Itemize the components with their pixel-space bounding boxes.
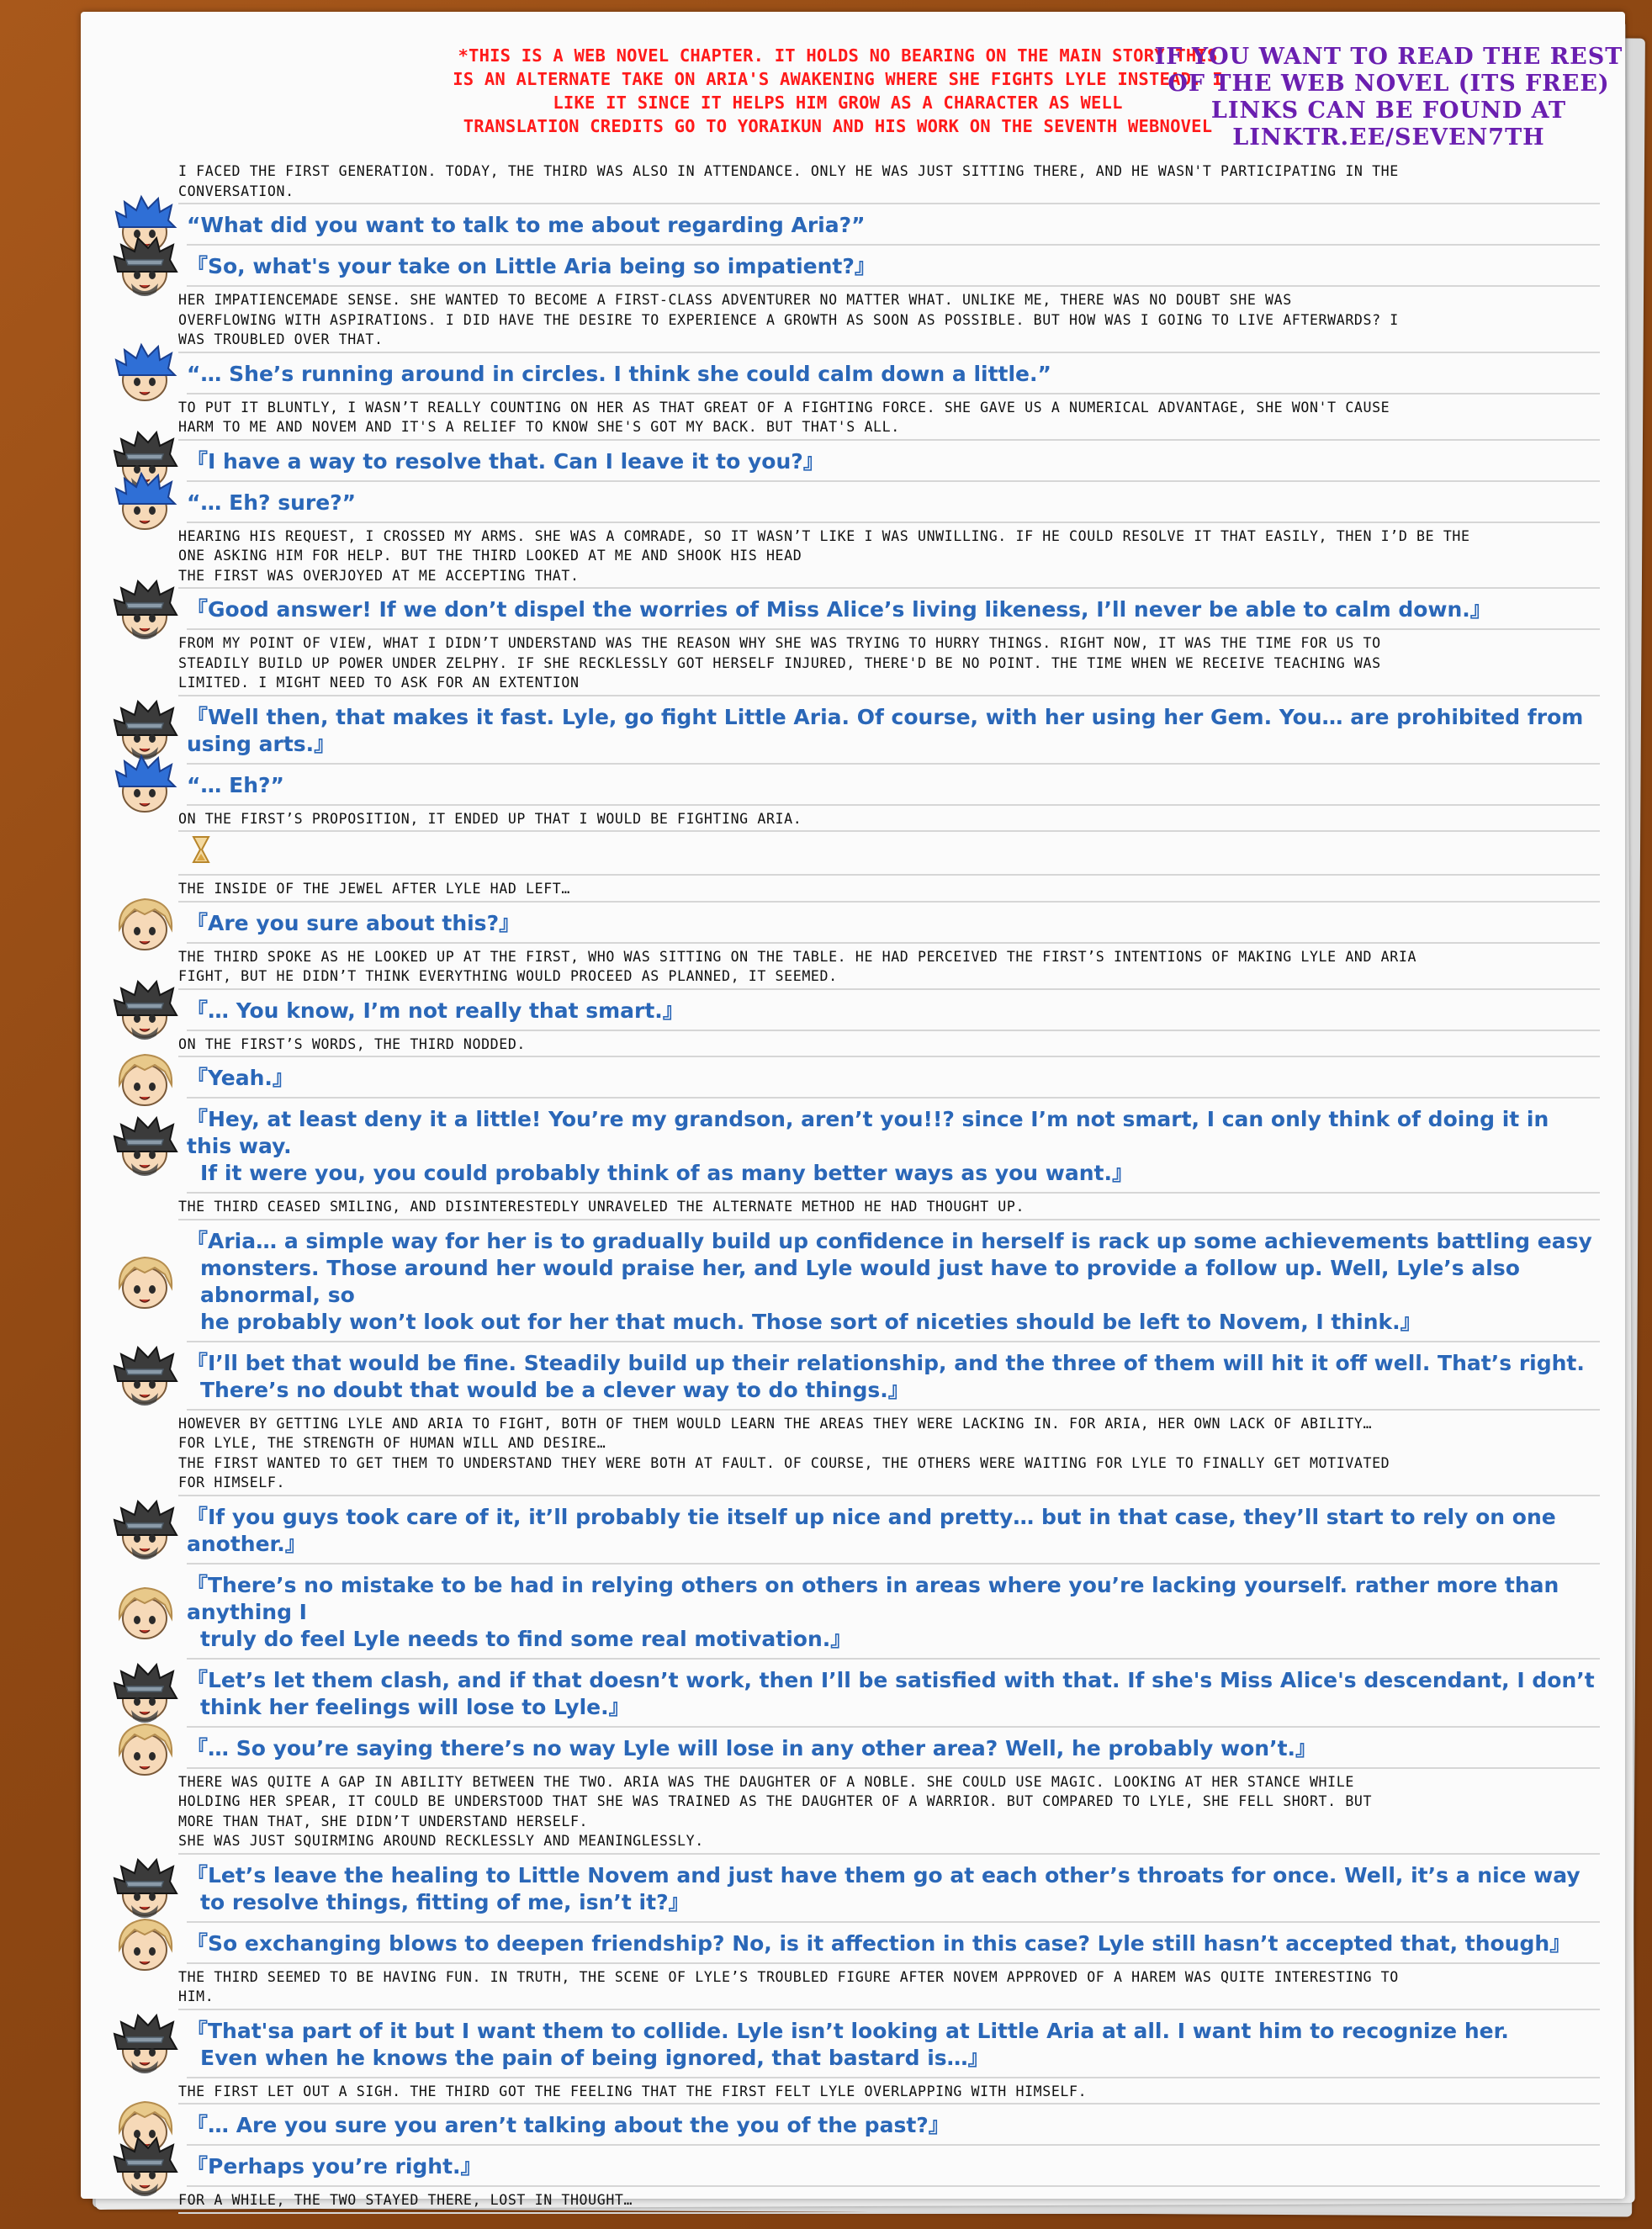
dialogue-row <box>81 1565 1625 1660</box>
dialogue-text <box>187 990 1600 1031</box>
note-line: IS AN ALTERNATE TAKE ON ARIA'S AWAKENING WHERE SHE FIGHTS LYLE INSTEAD. I <box>453 69 1223 89</box>
hourglass-icon <box>192 835 210 867</box>
text-line: 『… So you’re saying there’s no way Lyle will lose in any other area? Well, he probably won’t.』 <box>187 1735 1317 1760</box>
third-avatar <box>113 1249 177 1313</box>
first-avatar <box>113 2012 177 2076</box>
dialogue-row <box>81 1220 1625 1342</box>
dialogue-row <box>81 696 1625 765</box>
narration-row <box>81 2078 1625 2105</box>
note-line: *THIS IS A WEB NOVEL CHAPTER. IT HOLDS NO BEARING ON THE MAIN STORY THIS <box>458 45 1218 66</box>
narration-text <box>178 1194 1600 1220</box>
text-line: THE THIRD SPOKE AS HE LOOKED UP AT THE FIRST, WHO WAS SITTING ON THE TABLE. HE HAD PERCEIVED THE FIRST’S INTENTIONS OF MAKING LYLE AND ARIA <box>178 948 1417 965</box>
text-line: ONE ASKING HIM FOR HELP. BUT THE THIRD LOOKED AT ME AND SHOOK HIS HEAD <box>178 548 802 564</box>
narration-text <box>178 944 1600 990</box>
dialogue-row <box>81 1496 1625 1565</box>
text-line: I FACED THE FIRST GENERATION. TODAY, THE THIRD WAS ALSO IN ATTENDANCE. ONLY HE WAS JUST SITTING THERE, AND HE WASN'T PARTICIPATING IN THE <box>178 163 1399 179</box>
dialogue-text <box>187 1565 1600 1660</box>
text-line: 『Aria… a simple way for her is to gradually build up confidence in herself is rack up some achievements battling easy <box>187 1228 1592 1253</box>
text-line: SHE WAS JUST SQUIRMING AROUND RECKLESSLY AND MEANINGLESSLY. <box>178 1833 704 1849</box>
dialogue-row <box>81 990 1625 1031</box>
dialogue-row <box>81 765 1625 806</box>
text-line: 『Hey, at least deny it a little! You’re my grandson, aren’t you!!? since I’m not smart, I can only think of doing it in this way. <box>187 1107 1549 1158</box>
text-line: HOWEVER BY GETTING LYLE AND ARIA TO FIGHT, BOTH OF THEM WOULD LEARN THE AREAS THEY WERE LACKING IN. FOR ARIA, HER OWN LACK OF ABILITY… <box>178 1415 1373 1432</box>
dialogue-row <box>81 903 1625 944</box>
dialogue-text <box>187 2010 1600 2078</box>
text-line: FROM MY POINT OF VIEW, WHAT I DIDN’T UNDERSTAND WAS THE REASON WHY SHE WAS TRYING TO HURRY THINGS. RIGHT NOW, IT WAS THE TIME FOR US TO <box>178 635 1381 651</box>
promo-line: OF THE WEB NOVEL (ITS FREE) <box>1168 71 1610 97</box>
narration-row <box>81 1031 1625 1058</box>
text-line: 『There’s no mistake to be had in relying others on others in areas where you’re lacking yourself. rather more than anything I <box>187 1572 1559 1624</box>
text-line: THE FIRST WANTED TO GET THEM TO UNDERSTAND THEY WERE BOTH AT FAULT. OF COURSE, THE OTHERS WERE WAITING FOR LYLE TO FINALLY GET MOTIVATED <box>178 1454 1390 1471</box>
text-line: THE THIRD SEEMED TO BE HAVING FUN. IN TRUTH, THE SCENE OF LYLE’S TROUBLED FIGURE AFTER NOVEM APPROVED OF A HAREM WAS QUITE INTERESTING TO <box>178 1968 1399 1985</box>
narration-text <box>178 806 1600 833</box>
text-line: HARM TO ME AND NOVEM AND IT'S A RELIEF TO KNOW SHE'S GOT MY BACK. BUT THAT'S ALL. <box>178 419 900 435</box>
first-avatar <box>113 1344 177 1408</box>
dialogue-text <box>187 482 1600 523</box>
text-line: 『I have a way to resolve that. Can I leave it to you?』 <box>187 448 824 474</box>
dialogue-text <box>187 696 1600 765</box>
text-line: 『So, what's your take on Little Aria being so impatient?』 <box>187 254 876 278</box>
text-line: “What did you want to talk to me about regarding Aria?” <box>187 213 866 237</box>
dialogue-row <box>81 1728 1625 1769</box>
narration-text <box>178 1769 1600 1855</box>
text-line: “… She’s running around in circles. I think she could calm down a little.” <box>187 361 1051 386</box>
promo-link[interactable]: LINKTR.EE/SEVEN7TH <box>1232 124 1545 151</box>
narration-row <box>81 1964 1625 2010</box>
dialogue-row <box>81 1923 1625 1964</box>
text-line: 『… Are you sure you aren’t talking about the you of the past?』 <box>187 2113 950 2137</box>
note-line: TRANSLATION CREDITS GO TO YORAIKUN AND HIS WORK ON THE SEVENTH WEBNOVEL <box>463 116 1213 136</box>
dialogue-row <box>81 2146 1625 2187</box>
narration-text <box>178 1964 1600 2010</box>
dialogue-text <box>187 1099 1600 1194</box>
dialogue-text <box>187 1660 1600 1728</box>
narration-text <box>178 630 1600 696</box>
dialogue-text <box>187 1496 1600 1565</box>
narration-text <box>178 523 1600 590</box>
narration-row <box>81 1411 1625 1496</box>
dialogue-row <box>81 1099 1625 1194</box>
narration-text <box>178 876 1600 903</box>
dialogue-row <box>81 1057 1625 1099</box>
dialogue-row <box>81 1342 1625 1411</box>
narration-row <box>81 1769 1625 1855</box>
narration-text <box>178 1411 1600 1496</box>
narration-row <box>81 2187 1625 2214</box>
narration-text <box>178 2187 1600 2214</box>
text-line: OVERFLOWING WITH ASPIRATIONS. I DID HAVE THE DESIRE TO EXPERIENCE A GROWTH AS SOON AS POSSIBLE. BUT HOW WAS I GOING TO LIVE AFTERWARDS? I <box>178 311 1399 328</box>
text-line: 『… You know, I’m not really that smart.』 <box>187 998 684 1023</box>
dialogue-row <box>81 2010 1625 2078</box>
dialogue-text <box>187 2146 1600 2187</box>
dialogue-text <box>187 589 1600 630</box>
text-line: Even when he knows the pain of being ignored, that bastard is…』 <box>200 2045 989 2070</box>
text-line: If it were you, you could probably think of as many better ways as you want.』 <box>200 1161 1134 1185</box>
text-line: FOR LYLE, THE STRENGTH OF HUMAN WILL AND DESIRE… <box>178 1435 606 1451</box>
text-line: 『Are you sure about this?』 <box>187 910 521 935</box>
promo-line: LINKS CAN BE FOUND AT <box>1210 98 1567 124</box>
text-line: 『So exchanging blows to deepen friendship? No, is it affection in this case? Lyle still hasn’t accepted that, though』 <box>187 1930 1571 1956</box>
dialogue-row <box>81 1855 1625 1923</box>
promo-line: IF YOU WANT TO READ THE REST <box>1154 44 1623 70</box>
text-line: 『Perhaps you’re right.』 <box>187 2154 482 2179</box>
narration-row <box>81 158 1625 204</box>
text-line: 『Good answer! If we don’t dispel the worries of Miss Alice’s living likeness, I’ll never be able to calm down.』 <box>187 597 1491 622</box>
text-line: think her feelings will lose to Lyle.』 <box>200 1694 630 1719</box>
text-line: STEADILY BUILD UP POWER UNDER ZELPHY. IF SHE RECKLESSLY GOT HERSELF INJURED, THERE'D BE NO POINT. THE TIME WHEN WE RECEIVE TEACHING WAS <box>178 654 1381 671</box>
dialogue-text <box>187 1923 1600 1964</box>
dialogue-text <box>187 441 1600 482</box>
dialogue-text <box>187 1855 1600 1923</box>
text-line: CONVERSATION. <box>178 183 294 199</box>
first-avatar <box>113 1498 177 1562</box>
dialogue-row <box>81 204 1625 246</box>
narration-text <box>178 287 1600 353</box>
text-line: monsters. Those around her would praise her, and Lyle would just have to provide a follow up. Well, Lyle’s also abnormal, so <box>200 1255 1520 1307</box>
narration-row <box>81 287 1625 353</box>
dialogue-text <box>187 1728 1600 1769</box>
text-line: ON THE FIRST’S PROPOSITION, IT ENDED UP THAT I WOULD BE FIGHTING ARIA. <box>178 810 802 827</box>
text-line: HER IMPATIENCEMADE SENSE. SHE WANTED TO BECOME A FIRST-CLASS ADVENTURER NO MATTER WHAT. UNLIKE ME, THERE WAS NO DOUBT SHE WAS <box>178 292 1292 308</box>
dialogue-row <box>81 482 1625 523</box>
text-line: FOR HIMSELF. <box>178 1475 286 1490</box>
text-line: 『Let’s let them clash, and if that doesn’t work, then I’ll be satisfied with that. If she's Miss Alice's descendant, I don’t <box>187 1667 1595 1692</box>
third-avatar <box>113 1580 177 1644</box>
web-novel-promo <box>1149 44 1628 151</box>
dialogue-text <box>187 246 1600 287</box>
text-line: There’s no doubt that would be a clever way to do things.』 <box>200 1377 909 1402</box>
narration-text <box>178 1031 1600 1058</box>
dialogue-text <box>187 1342 1600 1411</box>
text-line: “… Eh?” <box>187 772 284 797</box>
text-line: THE FIRST WAS OVERJOYED AT ME ACCEPTING THAT. <box>178 567 580 584</box>
text-line: 『Let’s leave the healing to Little Novem and just have them go at each other’s throats for once. Well, it’s a nice way <box>187 1862 1581 1888</box>
narration-row <box>81 630 1625 696</box>
narration-row <box>81 876 1625 903</box>
narration-text <box>178 158 1600 204</box>
text-line: LIMITED. I MIGHT NEED TO ASK FOR AN EXTENTION <box>178 675 580 691</box>
text-line: FOR A WHILE, THE TWO STAYED THERE, LOST IN THOUGHT… <box>178 2192 633 2208</box>
text-line: TO PUT IT BLUNTLY, I WASN’T REALLY COUNTING ON HER AS THAT GREAT OF A FIGHTING FORCE. SHE GAVE US A NUMERICAL ADVANTAGE, SHE WON'T CAUSE <box>178 399 1390 416</box>
text-line: MORE THAN THAT, SHE DIDN’T UNDERSTAND HERSELF. <box>178 1813 589 1829</box>
text-line: 『I’ll bet that would be fine. Steadily build up their relationship, and the three of them will hit it off well. That’s right. <box>187 1350 1585 1375</box>
scene-break <box>178 832 1600 876</box>
dialogue-row <box>81 2105 1625 2146</box>
dialogue-row <box>81 353 1625 394</box>
text-line: truly do feel Lyle needs to find some real motivation.』 <box>200 1626 852 1651</box>
dialogue-text <box>187 1057 1600 1099</box>
dialogue-row <box>81 589 1625 630</box>
narration-text <box>178 394 1600 441</box>
text-line: WAS TROUBLED OVER THAT. <box>178 331 384 347</box>
text-line: 『Yeah.』 <box>187 1066 294 1090</box>
chapter-text <box>81 158 1625 2214</box>
narration-row <box>81 806 1625 833</box>
narration-text <box>178 2078 1600 2105</box>
narration-row <box>81 523 1625 590</box>
dialogue-text <box>187 903 1600 944</box>
dialogue-row <box>81 441 1625 482</box>
text-line: he probably won’t look out for her that much. Those sort of niceties should be left to Novem, I think.』 <box>200 1309 1422 1334</box>
text-line: THE THIRD CEASED SMILING, AND DISINTERESTEDLY UNRAVELED THE ALTERNATE METHOD HE HAD THOUGHT UP. <box>178 1199 1025 1215</box>
book-page <box>81 12 1625 2208</box>
narration-row <box>81 394 1625 441</box>
text-line: THERE WAS QUITE A GAP IN ABILITY BETWEEN THE TWO. ARIA WAS THE DAUGHTER OF A NOBLE. SHE COULD USE MAGIC. LOOKING AT HER STANCE WHILE <box>178 1773 1354 1790</box>
text-line: HIM. <box>178 1988 214 2004</box>
translator-note <box>417 44 1258 138</box>
narration-row <box>81 1194 1625 1220</box>
text-line: THE FIRST LET OUT A SIGH. THE THIRD GOT THE FEELING THAT THE FIRST FELT LYLE OVERLAPPING WITH HIMSELF. <box>178 2083 1088 2099</box>
text-line: HOLDING HER SPEAR, IT COULD BE UNDERSTOOD THAT SHE WAS TRAINED AS THE DAUGHTER OF A WARRIOR. BUT COMPARED TO LYLE, SHE FELL SHORT. BUT <box>178 1793 1373 1809</box>
dialogue-text <box>187 353 1600 394</box>
text-line: THE INSIDE OF THE JEWEL AFTER LYLE HAD LEFT… <box>178 881 570 897</box>
note-line: LIKE IT SINCE IT HELPS HIM GROW AS A CHARACTER AS WELL <box>553 93 1123 113</box>
dialogue-text <box>187 1220 1600 1342</box>
text-line: 『That'sa part of it but I want them to collide. Lyle isn’t looking at Little Aria at all. I want him to recognize her. <box>187 2018 1509 2043</box>
text-line: 『If you guys took care of it, it’ll probably tie itself up nice and pretty… but in that case, they’ll start to rely on one another.』 <box>187 1504 1556 1556</box>
text-line: ON THE FIRST’S WORDS, THE THIRD NODDED. <box>178 1035 527 1052</box>
dialogue-text <box>187 204 1600 246</box>
dialogue-text <box>187 765 1600 806</box>
text-line: 『Well then, that makes it fast. Lyle, go fight Little Aria. Of course, with her using her Gem. You… are prohibited from using arts.』 <box>187 704 1584 756</box>
narration-row <box>81 944 1625 990</box>
dialogue-row <box>81 1660 1625 1728</box>
text-line: HEARING HIS REQUEST, I CROSSED MY ARMS. SHE WAS A COMRADE, SO IT WASN’T LIKE I WAS UNWILLING. IF HE COULD RESOLVE IT THAT EASILY, THEN I’D BE THE <box>178 527 1470 544</box>
dialogue-row <box>81 246 1625 287</box>
text-line: FIGHT, BUT HE DIDN’T THINK EVERYTHING WOULD PROCEED AS PLANNED, IT SEEMED. <box>178 968 838 984</box>
text-line: “… Eh? sure?” <box>187 490 357 515</box>
first-avatar <box>113 1114 177 1178</box>
text-line: to resolve things, fitting of me, isn’t it?』 <box>200 1889 690 1914</box>
dialogue-text <box>187 2105 1600 2146</box>
